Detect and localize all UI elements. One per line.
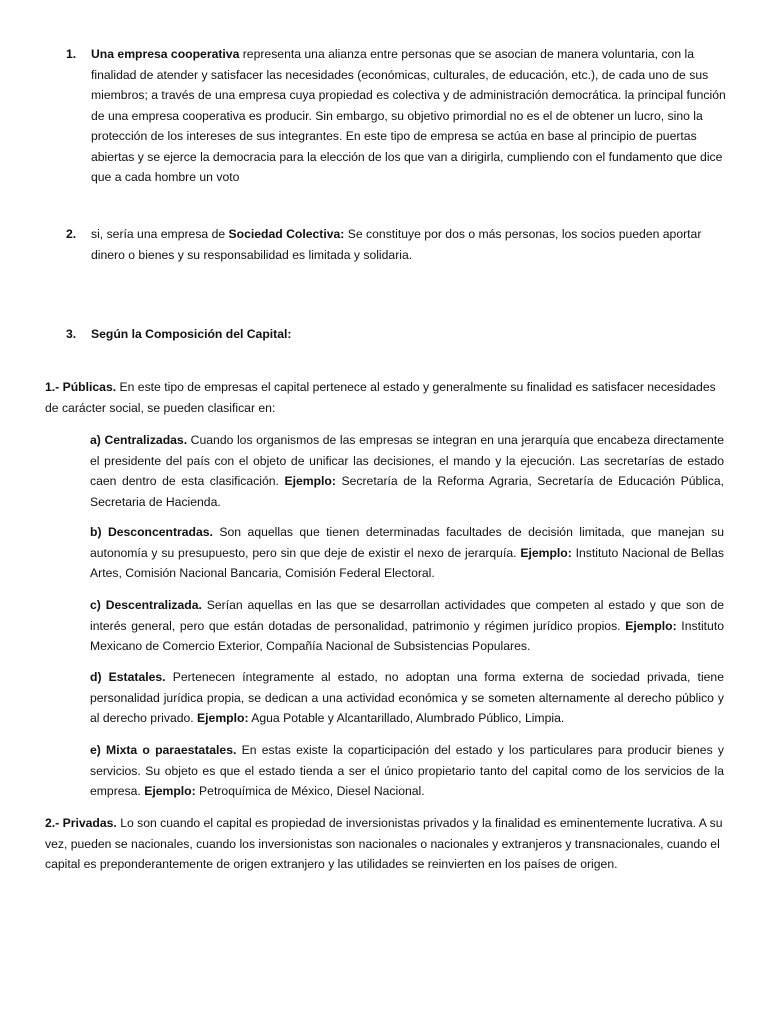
subitem-text: Serían aquellas en las que se desarrollan actividades que competen al estado y que son de interés general, pero que están dotadas de personalidad, patrimonio y régimen jurídico propios. xyxy=(90,598,724,633)
ejemplo-text: Instituto Nacional de Bellas Artes, Comisión Nacional Bancaria, Comisión Federal Electoral. xyxy=(90,545,724,580)
ejemplo-text: Petroquímica de México, Diesel Nacional. xyxy=(195,784,425,798)
subitem-heading: a) Centralizadas. xyxy=(90,433,188,447)
subitem-descentralizada xyxy=(90,595,724,657)
item-prefix: si, sería una empresa de xyxy=(91,227,229,241)
ejemplo-label: Ejemplo: xyxy=(144,784,196,798)
subitem-mixta xyxy=(90,740,724,802)
item-number: 1. xyxy=(66,47,77,61)
ejemplo-label: Ejemplo: xyxy=(197,711,249,725)
ejemplo-label: Ejemplo: xyxy=(520,545,572,560)
subitem-text: Pertenecen íntegramente al estado, no adoptan una forma externa de sociedad privada, tiene personalidad jurídica propia, se dedican a una actividad económica y se someten alternamente al derecho público y al derecho privado. xyxy=(90,670,724,725)
ejemplo-label: Ejemplo: xyxy=(625,618,677,633)
numbered-item-3 xyxy=(66,324,726,345)
item-text: representa una alianza entre personas que se asocian de manera voluntaria, con la finalidad de atender y satisfacer las necesidades (económicas, culturales, de educación, etc.), de cada uno de sus miembros; a través de una empresa cuya propiedad es colectiva y de administración democrática. la principal función de una empresa cooperativa es producir. Sin embargo, su objetivo primordial no es el de obtener un lucro, sino la protección de los intereses de sus integrantes. En este tipo de empresa se actúa en base al principio de puertas abiertas y se ejerce la democracia para la elección de los que van a dirigirla, cumpliendo con el fundamento que dice que a cada hombre un voto xyxy=(91,47,726,184)
section-heading: 2.- Privadas. xyxy=(45,816,117,830)
ejemplo-text: Instituto Mexicano de Comercio Exterior, Compañía Nacional de Subsistencias Populares. xyxy=(90,618,724,653)
item-body xyxy=(91,324,726,345)
ejemplo-label: Ejemplo: xyxy=(284,474,336,488)
item-body xyxy=(91,44,726,188)
subitem-heading: e) Mixta o paraestatales. xyxy=(90,743,237,757)
subitem-centralizadas xyxy=(90,430,724,512)
item-text: Se constituye por dos o más personas, los socios pueden aportar dinero o bienes y su responsabilidad es limitada y solidaria. xyxy=(91,227,702,262)
section-text: En este tipo de empresas el capital pertenece al estado y generalmente su finalidad es satisfacer necesidades de carácter social, se pueden clasificar en: xyxy=(45,380,716,415)
numbered-item-1 xyxy=(66,44,726,188)
item-bold-term: Sociedad Colectiva: xyxy=(228,227,345,241)
section-publicas xyxy=(45,377,725,418)
subitem-heading: b) Desconcentradas. xyxy=(90,525,213,539)
item-body xyxy=(91,224,726,265)
subitem-text: Son aquellas que tienen determinadas facultades de decisión limitada, que manejan su autonomía y su presupuesto, pero sin que deje de existir el nexo de jerarquía. xyxy=(90,525,724,560)
numbered-item-2 xyxy=(66,224,726,265)
subitem-estatales xyxy=(90,667,724,729)
item-number: 2. xyxy=(66,227,77,241)
subitem-desconcentradas xyxy=(90,522,724,584)
item-number: 3. xyxy=(66,327,77,341)
ejemplo-text: Secretaría de la Reforma Agraria, Secretaría de Educación Pública, Secretaria de Hacienda. xyxy=(90,474,724,509)
item-bold-term: Una empresa cooperativa xyxy=(91,47,240,61)
subitem-heading: c) Descentralizada. xyxy=(90,598,202,612)
section-privadas xyxy=(45,813,725,875)
subitem-heading: d) Estatales. xyxy=(90,670,166,684)
ejemplo-text: Agua Potable y Alcantarillado, Alumbrado Público, Limpia. xyxy=(248,711,565,725)
subitem-text: En estas existe la coparticipación del estado y los particulares para producir bienes y servicios. Su objeto es que el estado tienda a ser el único propietario tanto del capital como de los servicios de la empresa. xyxy=(90,743,724,798)
subitem-text: Cuando los organismos de las empresas se integran en una jerarquía que encabeza directamente el presidente del país con el objeto de unificar las decisiones, el mando y la ejecución. Las secretarías de estado caen dentro de esta clasificación. xyxy=(90,433,724,488)
section-text: Lo son cuando el capital es propiedad de inversionistas privados y la finalidad es eminentemente lucrativa. A su vez, pueden se nacionales, cuando los inversionistas son nacionales o nacionales y extranjeros y transnacionales, cuando el capital es preponderantemente de origen extranjero y las utilidades se reinvierten en los países de origen. xyxy=(45,816,723,871)
item-heading: Según la Composición del Capital: xyxy=(91,327,292,341)
section-heading: 1.- Públicas. xyxy=(45,380,117,394)
